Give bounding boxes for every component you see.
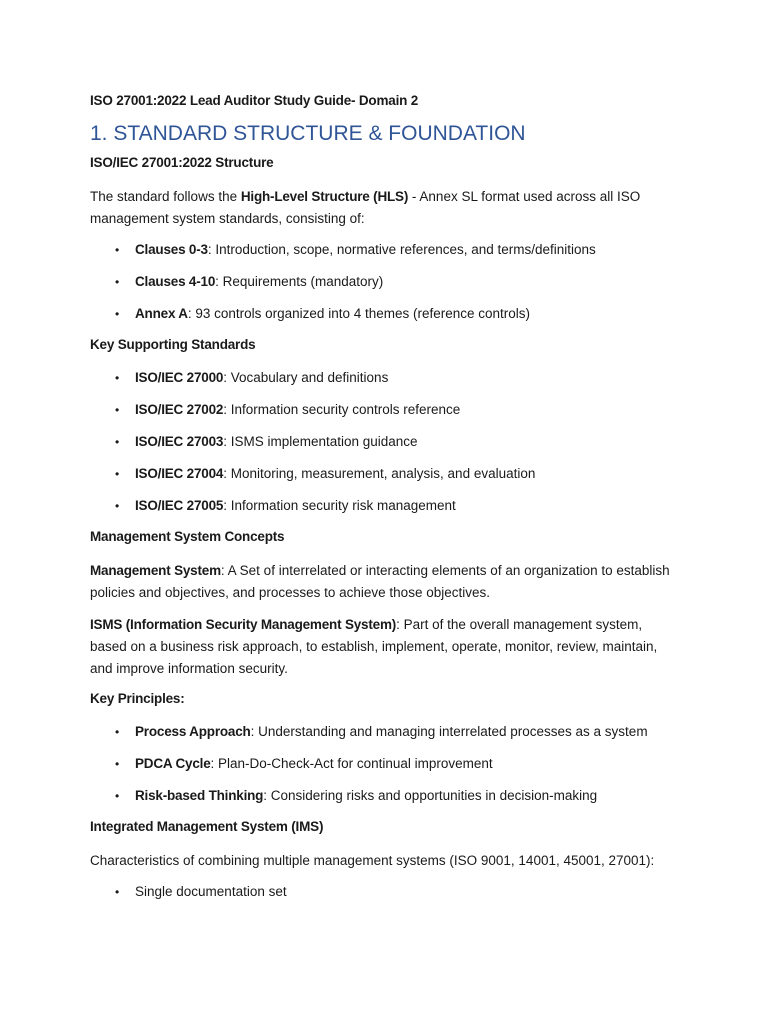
item-text: : Requirements (mandatory) — [215, 274, 384, 289]
item-text: : Introduction, scope, normative references, and terms/definitions — [207, 242, 596, 257]
supporting-heading: Key Supporting Standards — [90, 337, 256, 352]
item-term: ISO/IEC 27002 — [135, 402, 224, 417]
ims-list — [90, 882, 678, 902]
item-text: Single documentation set — [135, 884, 287, 899]
item-text: : Information security risk management — [223, 498, 456, 513]
item-text: : Information security controls reference — [223, 402, 461, 417]
item-term: Clauses 0-3 — [135, 242, 208, 257]
item-term: ISO/IEC 27004 — [135, 466, 224, 481]
bullet-icon: • — [115, 757, 120, 771]
item-term: ISO/IEC 27003 — [135, 434, 224, 449]
document-title: ISO 27001:2022 Lead Auditor Study Guide- Domain 2 — [90, 93, 419, 108]
item-text: : Plan-Do-Check-Act for continual improvement — [210, 756, 493, 771]
list-item — [90, 240, 678, 260]
supporting-list — [90, 368, 678, 516]
list-item — [90, 464, 678, 484]
ims-intro: Characteristics of combining multiple management systems (ISO 9001, 14001, 45001, 27001): — [90, 853, 655, 868]
bullet-icon: • — [115, 371, 120, 385]
bullet-icon: • — [115, 403, 120, 417]
item-text: : 93 controls organized into 4 themes (reference controls) — [187, 306, 531, 321]
bullet-icon: • — [115, 499, 120, 513]
bullet-icon: • — [115, 307, 120, 321]
ims-heading: Integrated Management System (IMS) — [90, 819, 324, 834]
list-item — [90, 368, 678, 388]
bullet-icon: • — [115, 243, 120, 257]
item-term: Risk-based Thinking — [135, 788, 264, 803]
bullet-icon: • — [115, 789, 120, 803]
list-item — [90, 496, 678, 516]
item-term: PDCA Cycle — [135, 756, 211, 771]
structure-list — [90, 240, 678, 324]
list-item — [90, 400, 678, 420]
item-term: Process Approach — [135, 724, 251, 739]
list-item — [90, 786, 678, 806]
list-item — [90, 882, 678, 902]
isms-definition — [90, 614, 678, 680]
section-heading: 1. STANDARD STRUCTURE & FOUNDATION — [90, 122, 526, 145]
bullet-icon: • — [115, 467, 120, 481]
principles-heading: Key Principles: — [90, 691, 185, 706]
list-item — [90, 304, 678, 324]
list-item — [90, 432, 678, 452]
definition-term: ISMS (Information Security Management System) — [90, 617, 397, 632]
item-text: : ISMS implementation guidance — [223, 434, 418, 449]
structure-intro-term: High-Level Structure (HLS) — [240, 189, 409, 204]
bullet-icon: • — [115, 725, 120, 739]
item-term: Annex A — [135, 306, 188, 321]
bullet-icon: • — [115, 435, 120, 449]
list-item — [90, 722, 678, 742]
definition-text: : Part of the overall management system, based on a business risk approach, to establish, implement, operate, monitor, review, maintain, and improve information security. — [90, 617, 658, 676]
item-text: : Considering risks and opportunities in decision-making — [263, 788, 598, 803]
definition-term: Management System — [90, 563, 221, 578]
concepts-heading: Management System Concepts — [90, 529, 285, 544]
item-term: ISO/IEC 27005 — [135, 498, 224, 513]
structure-intro-prefix: The standard follows the — [90, 189, 241, 204]
item-text: : Understanding and managing interrelated processes as a system — [250, 724, 648, 739]
structure-intro-suffix: - Annex SL format used across all ISO management system standards, consisting of: — [90, 189, 641, 226]
item-term: Clauses 4-10 — [135, 274, 216, 289]
management-system-definition — [90, 560, 678, 604]
definition-text: : A Set of interrelated or interacting elements of an organization to establish policies and objectives, and processes to achieve those objectives. — [90, 563, 670, 600]
principles-list — [90, 722, 678, 806]
item-term: ISO/IEC 27000 — [135, 370, 224, 385]
structure-heading: ISO/IEC 27001:2022 Structure — [90, 155, 274, 170]
item-text: : Monitoring, measurement, analysis, and evaluation — [223, 466, 536, 481]
list-item — [90, 754, 678, 774]
structure-intro — [90, 186, 678, 230]
list-item — [90, 272, 678, 292]
bullet-icon: • — [115, 885, 120, 899]
item-text: : Vocabulary and definitions — [223, 370, 389, 385]
bullet-icon: • — [115, 275, 120, 289]
